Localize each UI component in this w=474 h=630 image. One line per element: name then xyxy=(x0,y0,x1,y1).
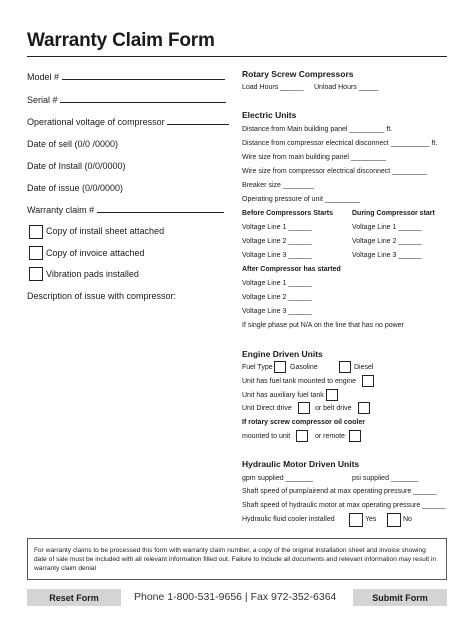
serial-input[interactable] xyxy=(60,102,226,103)
breaker-size-field[interactable]: Breaker size ________ xyxy=(242,182,314,189)
wire-size-disconnect-field[interactable]: Wire size from compressor electrical disconnect _________ xyxy=(242,168,428,175)
voltage-label: Operational voltage of compressor xyxy=(27,117,165,127)
submit-form-button[interactable]: Submit Form xyxy=(353,589,447,606)
engine-heading: Engine Driven Units xyxy=(242,349,323,359)
distance-panel-field[interactable]: Distance from Main building panel _________ ft. xyxy=(242,126,393,133)
disclaimer-box: For warranty claims to be processed this form with warranty claim number, a copy of the original installation sheet and invoice showing date of sale must be included with all relevant information filled out. Failure to include all documents and relevant information may result in warranty claim denial xyxy=(27,538,447,580)
during-voltage-line-3[interactable]: Voltage Line 3 ______ xyxy=(352,252,422,259)
mounted-label: mounted to unit xyxy=(242,433,291,440)
fuel-tank-label: Unit has fuel tank mounted to engine xyxy=(242,378,357,385)
fuel-tank-checkbox[interactable] xyxy=(362,375,374,387)
after-start-heading: After Compressor has started xyxy=(242,266,341,273)
fluid-cooler-yes-checkbox[interactable] xyxy=(349,513,363,527)
date-of-issue-field[interactable]: Date of issue (0/0/0000) xyxy=(27,183,124,193)
fluid-cooler-no-checkbox[interactable] xyxy=(387,513,401,527)
before-voltage-line-1[interactable]: Voltage Line 1 ______ xyxy=(242,224,312,231)
serial-field xyxy=(27,95,226,105)
oil-cooler-heading: If rotary screw compressor oil cooler xyxy=(242,419,365,426)
diesel-label: Diesel xyxy=(354,364,374,371)
during-start-heading: During Compressor start xyxy=(352,210,435,217)
date-of-sell-field[interactable]: Date of sell (0/0 /0000) xyxy=(27,139,119,149)
install-sheet-checkbox[interactable] xyxy=(29,225,43,239)
install-sheet-label: Copy of install sheet attached xyxy=(46,226,165,236)
vibration-pads-checkbox[interactable] xyxy=(29,267,43,281)
fuel-type-label: Fuel Type xyxy=(242,364,273,371)
date-of-install-field[interactable]: Date of Install (0/0/0000) xyxy=(27,161,126,171)
mounted-checkbox[interactable] xyxy=(296,430,308,442)
wire-size-panel-field[interactable]: Wire size from main building panel _________ xyxy=(242,154,386,161)
after-voltage-line-2[interactable]: Voltage Line 2 ______ xyxy=(242,294,312,301)
direct-drive-label: Unit Direct drive xyxy=(242,405,292,412)
model-field xyxy=(27,72,225,82)
gpm-supplied-field[interactable]: gpm supplied _______ xyxy=(242,475,313,482)
title-rule xyxy=(27,56,447,57)
voltage-input[interactable] xyxy=(167,124,229,125)
after-voltage-line-1[interactable]: Voltage Line 1 ______ xyxy=(242,280,312,287)
invoice-checkbox[interactable] xyxy=(29,246,43,260)
serial-label: Serial # xyxy=(27,95,58,105)
fluid-cooler-label: Hydraulic fluid cooler installed xyxy=(242,516,335,523)
invoice-label: Copy of invoice attached xyxy=(46,248,145,258)
model-label: Model # xyxy=(27,72,60,82)
before-voltage-line-3[interactable]: Voltage Line 3 ______ xyxy=(242,252,312,259)
gasoline-checkbox[interactable] xyxy=(274,361,286,373)
warranty-claim-input[interactable] xyxy=(97,212,224,213)
warranty-claim-label: Warranty claim # xyxy=(27,205,95,215)
after-voltage-line-3[interactable]: Voltage Line 3 ______ xyxy=(242,308,312,315)
gasoline-label: Gasoline xyxy=(290,364,318,371)
distance-disconnect-field[interactable]: Distance from compressor electrical disconnect __________ ft. xyxy=(242,140,438,147)
fluid-cooler-yes-label: Yes xyxy=(365,516,377,523)
description-label: Description of issue with compressor: xyxy=(27,291,177,301)
remote-checkbox[interactable] xyxy=(349,430,361,442)
single-phase-note: If single phase put N/A on the line that has no power xyxy=(242,322,404,329)
rotary-heading: Rotary Screw Compressors xyxy=(242,69,354,79)
remote-label: or remote xyxy=(315,433,345,440)
unload-hours-field[interactable]: Unload Hours _____ xyxy=(314,84,379,91)
electric-heading: Electric Units xyxy=(242,110,297,120)
shaft-speed-pump-field[interactable]: Shaft speed of pump/airend at max operating pressure ______ xyxy=(242,488,437,495)
psi-supplied-field[interactable]: psi supplied _______ xyxy=(352,475,419,482)
aux-tank-label: Unit has auxiliary fuel tank xyxy=(242,392,324,399)
warranty-claim-field xyxy=(27,205,224,215)
shaft-speed-motor-field[interactable]: Shaft speed of hydraulic motor at max operating pressure ______ xyxy=(242,502,446,509)
during-voltage-line-2[interactable]: Voltage Line 2 ______ xyxy=(352,238,422,245)
diesel-checkbox[interactable] xyxy=(339,361,351,373)
fluid-cooler-no-label: No xyxy=(403,516,412,523)
belt-drive-checkbox[interactable] xyxy=(358,402,370,414)
belt-drive-label: or belt drive xyxy=(315,405,352,412)
reset-form-button[interactable]: Reset Form xyxy=(27,589,121,606)
aux-tank-checkbox[interactable] xyxy=(326,389,338,401)
vibration-pads-label: Vibration pads installed xyxy=(46,269,139,279)
model-input[interactable] xyxy=(62,79,225,80)
direct-drive-checkbox[interactable] xyxy=(298,402,310,414)
voltage-field xyxy=(27,117,229,127)
before-voltage-line-2[interactable]: Voltage Line 2 ______ xyxy=(242,238,312,245)
load-hours-field[interactable]: Load Hours ______ xyxy=(242,84,304,91)
form-title: Warranty Claim Form xyxy=(27,30,215,51)
hydraulic-heading: Hydraulic Motor Driven Units xyxy=(242,459,360,469)
phone-fax-text: Phone 1-800-531-9656 | Fax 972-352-6364 xyxy=(134,591,337,603)
operating-pressure-field[interactable]: Operating pressure of unit _________ xyxy=(242,196,360,203)
during-voltage-line-1[interactable]: Voltage Line 1 ______ xyxy=(352,224,422,231)
before-start-heading: Before Compressors Starts xyxy=(242,210,334,217)
